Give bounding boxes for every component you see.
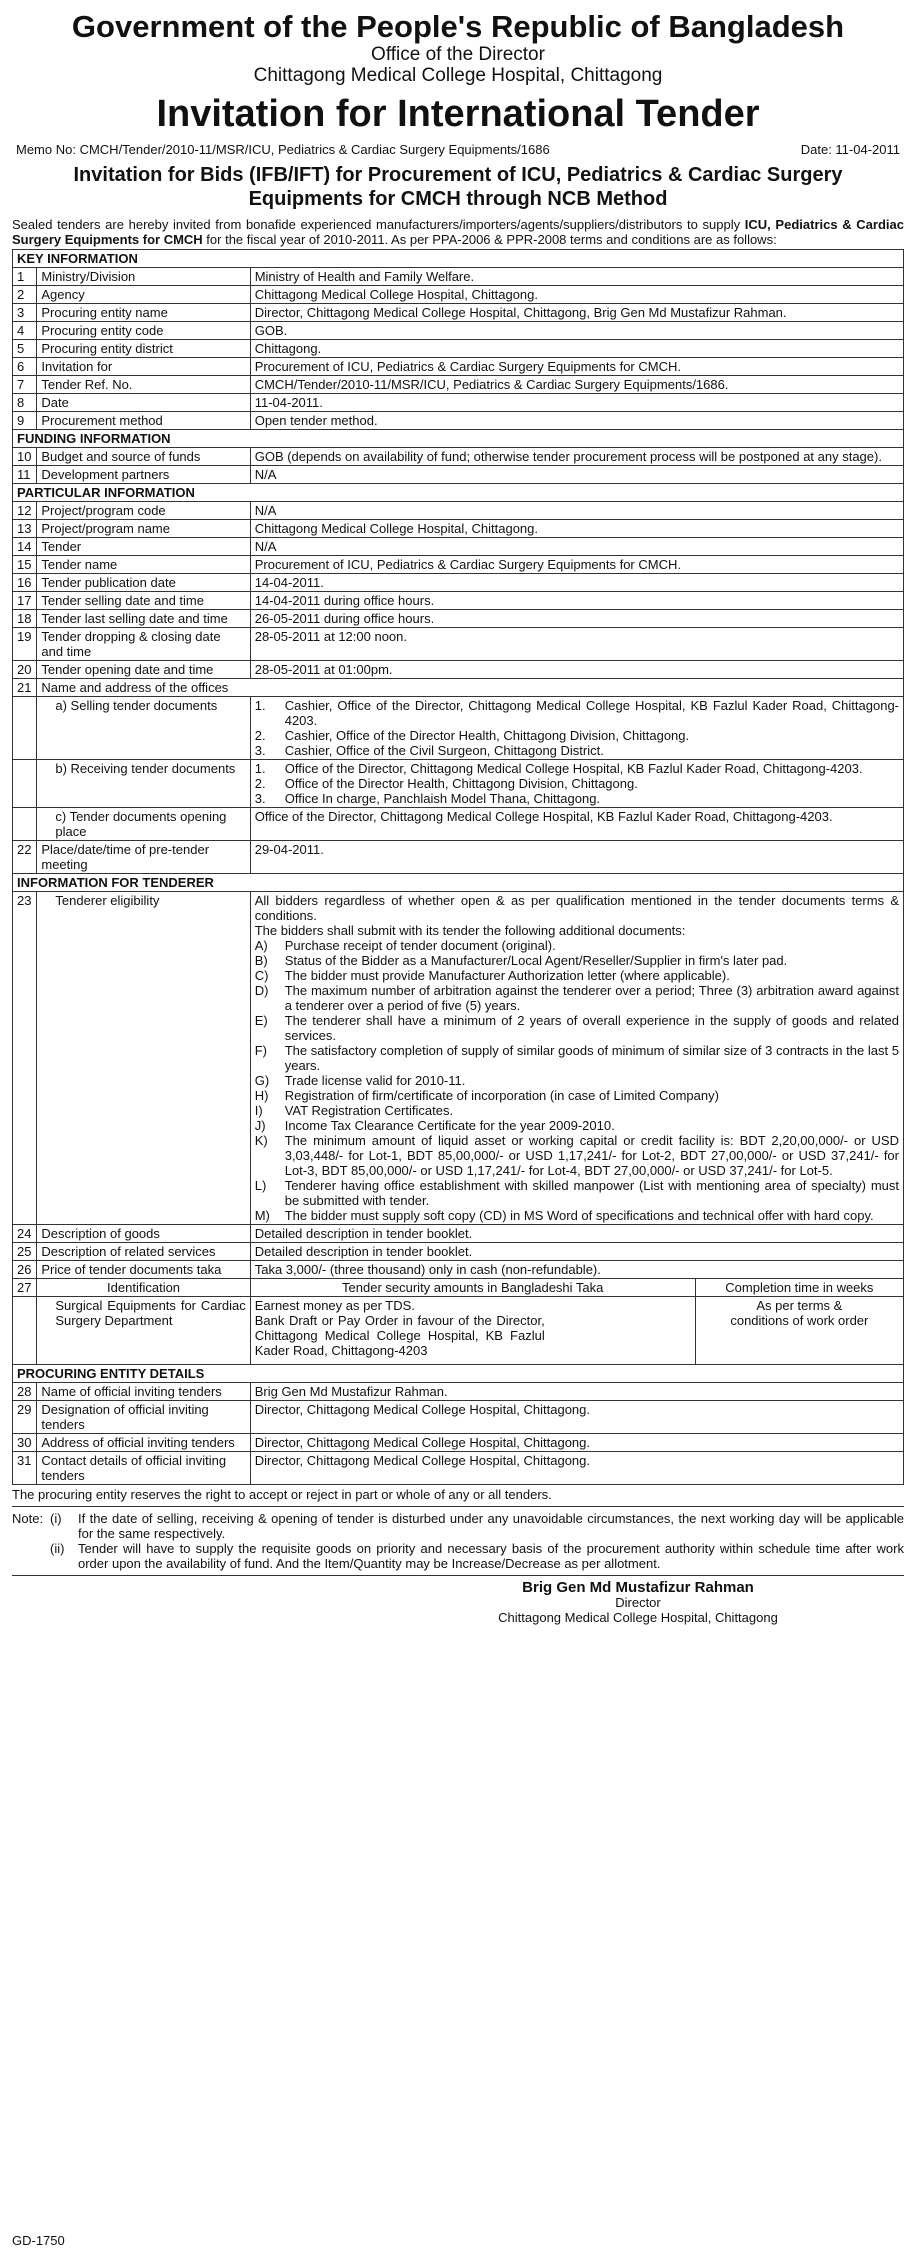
hospital-line: Chittagong Medical College Hospital, Chittagong (253, 65, 663, 86)
intro-paragraph (12, 217, 904, 247)
section-header-procuring: PROCURING ENTITY DETAILS (13, 1365, 904, 1383)
table-row: 9 Procurement method Open tender method. (13, 412, 904, 430)
tender-info-table (12, 249, 904, 1485)
note-label: Note: (12, 1511, 44, 1526)
table-row: 4 Procuring entity code GOB. (13, 322, 904, 340)
government-heading: Government of the People's Republic of Bangladesh (71, 9, 845, 44)
table-row: 3 Procuring entity name Director, Chittagong Medical College Hospital, Chittagong, Brig Gen Md Mustafizur Rahman. (13, 304, 904, 322)
list-item: M) The bidder must supply soft copy (CD) in MS Word of specifications and technical offer with hard copy. (254, 1208, 874, 1223)
security-cell: Earnest money as per TDS. Bank Draft or Pay Order in favour of the Director, Chittagong Medical College Hospital, KB Fazlul Kader Road, Chittagong-4203 (251, 1297, 696, 1364)
notes: Note: (i) If the date of selling, receiving & opening of tender is disturbed under any unavoidable circumstances, the next working day will be applicable for the same respectively. (ii) Tender will have to supply the requisite goods on priority and necessary basis of the procurement authority within schedule time after work order upon the availability of fund. And the Item/Quantity may be Increase/Decrease as per allotment. (12, 1511, 904, 1571)
table-row: 24 Description of goods Detailed description in tender booklet. (13, 1225, 904, 1243)
list-item: A) Purchase receipt of tender document (original). (254, 938, 556, 953)
list-item: J) Income Tax Clearance Certificate for the year 2009-2010. (254, 1118, 615, 1133)
table-row: 20 Tender opening date and time 28-05-2011 at 01:00pm. (13, 661, 904, 679)
intro-text-a: Sealed tenders are hereby invited from bonafide experienced manufacturers/importers/agents/suppliers/distributors to supply (12, 217, 745, 232)
table-row (13, 1297, 904, 1365)
intro-text-c: for the fiscal year of 2010-2011. As per PPA-2006 & PPR-2008 terms and conditions are as follows: (202, 232, 777, 247)
signatory-name: Brig Gen Md Mustafizur Rahman (522, 1579, 754, 1596)
identification-cell: Surgical Equipments for Cardiac Surgery Department (37, 1297, 250, 1365)
table-row: 26 Price of tender documents taka Taka 3,000/- (three thousand) only in cash (non-refundable). (13, 1261, 904, 1279)
completion-header: Completion time in weeks (725, 1280, 874, 1295)
eligibility-intro: All bidders regardless of whether open & as per qualification mentioned in the tender documents terms & conditions. (254, 893, 899, 923)
list-item: 1. Cashier, Office of the Director, Chittagong Medical College Hospital, KB Fazlul Kader Road, Chittagong-4203. (254, 698, 899, 728)
list-item: I) VAT Registration Certificates. (254, 1103, 454, 1118)
reserve-statement: The procuring entity reserves the right to accept or reject in part or whole of any or all tenders. (12, 1487, 552, 1502)
table-row: 16 Tender publication date 14-04-2011. (13, 574, 904, 592)
table-row: 25 Description of related services Detailed description in tender booklet. (13, 1243, 904, 1261)
list-item: 2. Cashier, Office of the Director Health, Chittagong Division, Chittagong. (254, 728, 690, 743)
office-line: Office of the Director (371, 44, 545, 65)
table-row: 12 Project/program code N/A (13, 502, 904, 520)
table-row: c) Tender documents opening place Office of the Director, Chittagong Medical College Hospital, KB Fazlul Kader Road, Chittagong-4203. (13, 808, 904, 841)
section-header-tenderer: INFORMATION FOR TENDERER (13, 874, 904, 892)
table-row: 21 Name and address of the offices (13, 679, 904, 697)
list-item: K) The minimum amount of liquid asset or working capital or credit facility is: BDT 2,20,00,000/- or USD 3,03,448/- for Lot-1, BDT 85,00,000/- or USD 1,17,241/- for Lot-2, BDT 27,00,000/- or USD 37,241/- for Lot-3, BDT 85,00,000/- or USD 1,17,241/- for Lot-4, BDT 27,00,000/- or USD 37,241/- for Lot-5. (254, 1133, 899, 1178)
security-header: Tender security amounts in Bangladeshi Taka (251, 1279, 696, 1296)
table-row: 13 Project/program name Chittagong Medical College Hospital, Chittagong. (13, 520, 904, 538)
table-row: 30 Address of official inviting tenders Director, Chittagong Medical College Hospital, Chittagong. (13, 1434, 904, 1452)
table-row: b) Receiving tender documents 1. Office of the Director, Chittagong Medical College Hospital, KB Fazlul Kader Road, Chittagong-4203. 2. Office of the Director Health, Chittagong Division, Chittagong. 3. Office In charge, Panchlaish Model Thana, Chittagong. (13, 760, 904, 808)
divider (12, 1575, 904, 1576)
section-header-key: KEY INFORMATION (13, 250, 904, 268)
list-item: G) Trade license valid for 2010-11. (254, 1073, 466, 1088)
table-row: 8 Date 11-04-2011. (13, 394, 904, 412)
ifb-subtitle-line-2: Equipments for CMCH through NCB Method (248, 188, 668, 210)
table-row: 7 Tender Ref. No. CMCH/Tender/2010-11/MSR/ICU, Pediatrics & Cardiac Surgery Equipments/1686. (13, 376, 904, 394)
table-row: 14 Tender N/A (13, 538, 904, 556)
eligibility-documents-intro: The bidders shall submit with its tender the following additional documents: (254, 923, 686, 938)
table-row: 27 Identification Tender security amounts in Bangladeshi Taka Completion time in weeks (13, 1279, 904, 1297)
table-row: 1 Ministry/Division Ministry of Health and Family Welfare. (13, 268, 904, 286)
table-row: 2 Agency Chittagong Medical College Hospital, Chittagong. (13, 286, 904, 304)
section-header-particular: PARTICULAR INFORMATION (13, 484, 904, 502)
section-header-funding: FUNDING INFORMATION (13, 430, 904, 448)
list-item: H) Registration of firm/certificate of incorporation (in case of Limited Company) (254, 1088, 719, 1103)
table-row: 18 Tender last selling date and time 26-05-2011 during office hours. (13, 610, 904, 628)
table-row: 31 Contact details of official inviting tenders Director, Chittagong Medical College Hospital, Chittagong. (13, 1452, 904, 1485)
gd-code: GD-1750 (12, 2233, 65, 2248)
list-item: C) The bidder must provide Manufacturer Authorization letter (where applicable). (254, 968, 730, 983)
table-row: 22 Place/date/time of pre-tender meeting 29-04-2011. (13, 841, 904, 874)
table-row: 28 Name of official inviting tenders Brig Gen Md Mustafizur Rahman. (13, 1383, 904, 1401)
list-item: 1. Office of the Director, Chittagong Medical College Hospital, KB Fazlul Kader Road, Chittagong-4203. (254, 761, 863, 776)
table-row: 10 Budget and source of funds GOB (depends on availability of fund; otherwise tender procurement process will be postponed at any stage). (13, 448, 904, 466)
table-row: 11 Development partners N/A (13, 466, 904, 484)
list-item: F) The satisfactory completion of supply of similar goods of minimum of similar size of 3 contracts in the last 5 years. (254, 1043, 899, 1073)
list-item: 2. Office of the Director Health, Chittagong Division, Chittagong. (254, 776, 638, 791)
ifb-subtitle (12, 163, 904, 211)
signature-block (372, 1580, 904, 1625)
list-item: B) Status of the Bidder as a Manufacturer/Local Agent/Reseller/Supplier in firm's later pad. (254, 953, 788, 968)
note-ii: Tender will have to supply the requisite goods on priority and necessary basis of the procurement authority within schedule time after work order upon the availability of fund. And the Item/Quantity may be Increase/Decrease as per allotment. (78, 1541, 904, 1571)
signatory-title: Director (615, 1595, 661, 1610)
ifb-subtitle-line-1: Invitation for Bids (IFB/IFT) for Procurement of ICU, Pediatrics & Cardiac Surgery (73, 164, 843, 186)
list-item: 3. Office In charge, Panchlaish Model Thana, Chittagong. (254, 791, 601, 806)
list-item: 3. Cashier, Office of the Civil Surgeon, Chittagong District. (254, 743, 604, 758)
table-row: a) Selling tender documents 1. Cashier, Office of the Director, Chittagong Medical College Hospital, KB Fazlul Kader Road, Chittagong-4203. 2. Cashier, Office of the Director Health, Chittagong Division, Chittagong. 3. Cashier, Office of the Civil Surgeon, Chittagong District. (13, 697, 904, 760)
intro-text-bold: ICU, Pediatrics & Cardiac Surgery Equipments for CMCH (12, 217, 904, 247)
list-item: E) The tenderer shall have a minimum of 2 years of overall experience in the supply of goods and related services. (254, 1013, 899, 1043)
table-row: 5 Procuring entity district Chittagong. (13, 340, 904, 358)
note-i: If the date of selling, receiving & opening of tender is disturbed under any unavoidable circumstances, the next working day will be applicable for the same respectively. (78, 1511, 904, 1541)
selling-offices-list (255, 698, 899, 758)
signatory-organization: Chittagong Medical College Hospital, Chittagong (498, 1610, 778, 1625)
table-row: 23 Tenderer eligibility All bidders regardless of whether open & as per qualification mentioned in the tender documents terms & conditions. The bidders shall submit with its tender the following additional documents: A) Purchase receipt of tender document (original). B) Status of the Bidder as a Manufacturer/Local Agent/Reseller/Supplier in firm's later pad. C) The bidder must provide Manufacturer Authorization letter (where applicable). D) The maximum number of arbitration against the tenderer over a period; Three (3) arbitration award against a tenderer over a period of five (5) years. E) The tenderer shall have a minimum of 2 years of overall experience in the supply of goods and related services. F) The satisfactory completion of supply of similar goods of minimum of similar size of 3 contracts in the last 5 years. G) Trade license valid for 2010-11. H) Registration of firm/certificate of incorporation (in case of Limited Company) I) VAT Registration Certificates. J) Income Tax Clearance Certificate for the year 2009-2010. K) The minimum amount of liquid asset or working capital or credit facility is: BDT 2,20,00,000/- or USD 3,03,448/- for Lot-1, BDT 85,00,000/- or USD 1,17,241/- for Lot-2, BDT 27,00,000/- or USD 37,241/- for Lot-3, BDT 85,00,000/- or USD 1,17,241/- for Lot-4, BDT 27,00,000/- or USD 37,241/- for Lot-5. L) Tenderer having office establishment with skilled manpower (List with mentioning area of specialty) must be submitted with tender. M) The bidder must supply soft copy (CD) in MS Word of specifications and technical offer with hard copy. (13, 892, 904, 1225)
table-row: 17 Tender selling date and time 14-04-2011 during office hours. (13, 592, 904, 610)
list-item: L) Tenderer having office establishment with skilled manpower (List with mentioning area of specialty) must be submitted with tender. (254, 1178, 899, 1208)
table-row: 15 Tender name Procurement of ICU, Pediatrics & Cardiac Surgery Equipments for CMCH. (13, 556, 904, 574)
notice-title: Invitation for International Tender (156, 93, 760, 135)
receiving-offices-list (255, 761, 899, 806)
table-row: 19 Tender dropping & closing date and time 28-05-2011 at 12:00 noon. (13, 628, 904, 661)
divider (12, 1506, 904, 1507)
list-item: D) The maximum number of arbitration against the tenderer over a period; Three (3) arbitration award against a tenderer over a period of five (5) years. (254, 983, 899, 1013)
memo-date: Date: 11-04-2011 (800, 142, 900, 157)
memo-number: Memo No: CMCH/Tender/2010-11/MSR/ICU, Pediatrics & Cardiac Surgery Equipments/1686 (16, 142, 550, 157)
completion-cell: As per terms & conditions of work order (730, 1298, 869, 1328)
memo-line (12, 142, 904, 157)
table-row: 29 Designation of official inviting tenders Director, Chittagong Medical College Hospital, Chittagong. (13, 1401, 904, 1434)
table-row: 6 Invitation for Procurement of ICU, Pediatrics & Cardiac Surgery Equipments for CMCH. (13, 358, 904, 376)
